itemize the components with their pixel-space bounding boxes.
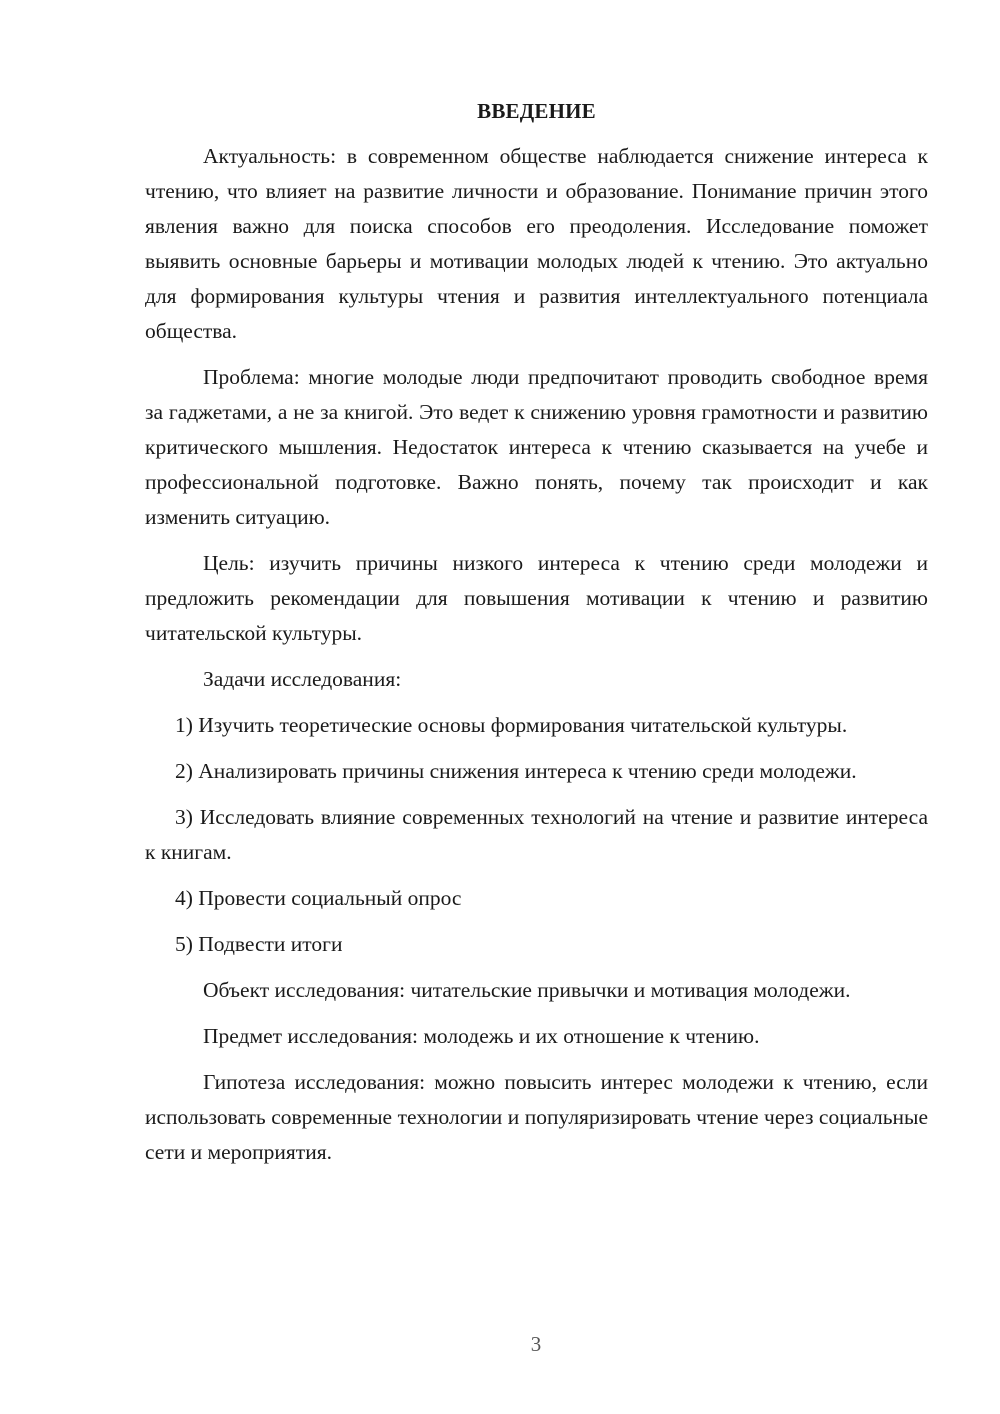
document-page: [145, 95, 928, 1181]
section-title: ВВЕДЕНИЕ: [477, 99, 596, 123]
task-item-2: 2) Анализировать причины снижения интереса к чтению среди молодежи.: [175, 759, 857, 783]
tasks-heading: Задачи исследования:: [203, 667, 402, 691]
task-item-3: 3) Исследовать влияние современных технологий на чтение и развитие интереса к книгам.: [145, 805, 928, 864]
relevance-paragraph: Актуальность: в современном обществе наблюдается снижение интереса к чтению, что влияет на развитие личности и образование. Понимание причин этого явления важно для поиска способов его преодоления. Исследование поможет выявить основные барьеры и мотивации молодых людей к чтению. Это актуально для формирования культуры чтения и развития интеллектуального потенциала общества.: [145, 144, 928, 343]
goal-paragraph: Цель: изучить причины низкого интереса к чтению среди молодежи и предложить рекомендации для повышения мотивации к чтению и развитию читательской культуры.: [145, 551, 928, 645]
hypothesis-paragraph: Гипотеза исследования: можно повысить интерес молодежи к чтению, если использовать современные технологии и популяризировать чтение через социальные сети и мероприятия.: [145, 1070, 928, 1164]
object-paragraph: Объект исследования: читательские привычки и мотивация молодежи.: [203, 978, 851, 1002]
task-item-5: 5) Подвести итоги: [175, 932, 343, 956]
problem-paragraph: Проблема: многие молодые люди предпочитают проводить свободное время за гаджетами, а не за книгой. Это ведет к снижению уровня грамотности и развитию критического мышления. Недостаток интереса к чтению сказывается на учебе и профессиональной подготовке. Важно понять, почему так происходит и как изменить ситуацию.: [145, 365, 928, 529]
task-item-1: 1) Изучить теоретические основы формирования читательской культуры.: [175, 713, 848, 737]
subject-paragraph: Предмет исследования: молодежь и их отношение к чтению.: [203, 1024, 760, 1048]
page-number: 3: [530, 1332, 542, 1356]
task-item-4: 4) Провести социальный опрос: [175, 886, 462, 910]
